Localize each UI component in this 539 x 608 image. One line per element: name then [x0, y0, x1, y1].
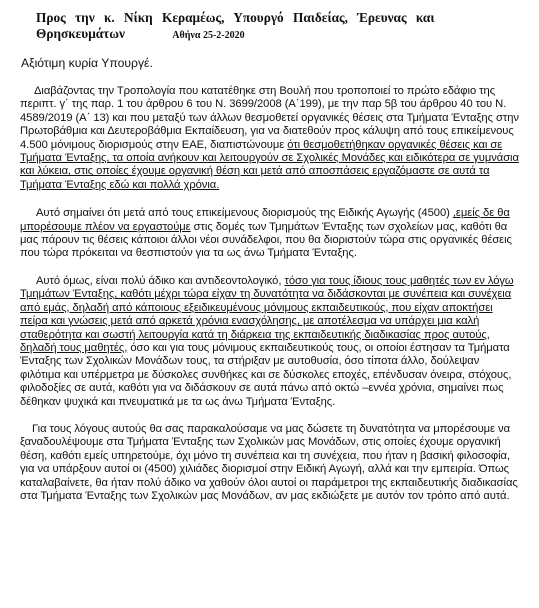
- p3-text-a: Αυτό όμως, είναι πολύ άδικο και αντιδεοντολογικό,: [36, 274, 285, 287]
- p2-text-b: στις δομές των Τμημάτων Ένταξης των σχολείων μας, καθότι θα μας πάρουν τις θέσεις κάποιοι άλλοι νέοι συνάδελφοι, που θα διοριστούν τώρα στις οργανικές θέσεις που τώρα πρόκειται να θεσπιστούν για τα ως άνω Τμήματα Ένταξης.: [20, 220, 512, 260]
- p1-text: Διαβάζοντας την Τροπολογία που κατατέθηκε στη Βουλή που τροποποιεί το πρώτο εδάφιο της περιπτ. γ΄ της παρ. 1 του άρθρου 6 του Ν. 3699/2008 (Α΄199), με την παρ 5β του άρθρου 40 του Ν. 4589/2019 (Α΄ 13) και που μεταξύ των άλλων θεσμοθετεί οργανικές θέσεις στα Τμήματα Ένταξης στην Πρωτοβάθμια και Δευτεροβάθμια Εκπαίδευση, για να διατεθούν προς κάλυψη από τους επικείμενους 4.500 μόνιμους διορισμούς στην ΕΑΕ, διαπιστώνουμε: [20, 85, 519, 151]
- p2-underlined: ,εμείς δε θα μπορέσουμε πλέον να εργαστούμε: [20, 207, 510, 233]
- p2-text-a: Αυτό σημαίνει ότι μετά από τους επικείμενους διορισμούς της Ειδικής Αγωγής (4500): [36, 207, 453, 220]
- paragraph-4: [14, 423, 525, 503]
- paragraph-3: [14, 275, 525, 409]
- recipient-text-2: Θρησκευμάτων: [36, 26, 125, 41]
- recipient-line-2: [14, 26, 525, 44]
- p4-text: Για τους λόγους αυτούς θα σας παρακαλούσαμε να μας δώσετε τη δυνατότητα να μπορέσουμε να ξαναδουλέψουμε στα Τμήματα Ένταξης των Σχολικών μας Μονάδων, στις οποίες έχουμε οργανική θέση, καθότι εμείς υπηρετούμε, όχι μόνο τη συνέπεια και τη συνέχεια, που ήταν η βασική φιλοσοφία, για να υπάρξουν αυτοί οι (4500) χιλιάδες διορισμοί στην Ειδική Αγωγή, αλλά και την εμπειρία. Όπως καταλαβαίνετε, θα ήταν πολύ άδικο να χαθούν όλοι αυτοί οι παράμετροι της εκπαιδευτικής διαδικασίας στα Τμήματα Ένταξης των Σχολικών μας Μονάδων, αν μας εκδιώξετε με αυτόν τον τρόπο από αυτά.: [20, 422, 518, 502]
- paragraph-1: [14, 85, 525, 192]
- salutation: Αξιότιμη κυρία Υπουργέ.: [21, 56, 153, 70]
- p3-underlined: τόσο για τους ίδιους τους μαθητές των εν λόγω Τμημάτων Ένταξης, καθότι μέχρι τώρα είχαν τη δυνατότητα να διδάσκονται με συνέπεια και συνέχεια από εμάς, δηλαδή από κάποιους εξειδικευμένους μόνιμους εκπαιδευτικούς, που είχαν αποκτήσει πείρα και γνώσεις μετά από αρκετά χρόνια ενασχόλησης, με αποτέλεσμα να υπάρχει μια καλή σταθερότητα και σωστή λειτουργία κατά τη διάρκεια της εκπαιδευτικής διαδικασίας προς αυτούς, δηλαδή τους μαθητές,: [20, 274, 514, 354]
- p1-underlined: ότι θεσμοθετήθηκαν οργανικές θέσεις και σε Τμήματα Ένταξης, τα οποία ανήκουν και λειτουργούν σε Σχολικές Μονάδες και ειδικότερα σε γυμνάσια και λύκεια, στις οποίες έχουμε οργανική θέση και μετά από αποσπάσεις εργαζόμαστε σε αυτά τα Τμήματα Ένταξης εδώ και πολλά χρόνια.: [20, 138, 519, 191]
- p3-text-b: όσο και για τους μόνιμους εκπαιδευτικούς τους, οι οποίοι έστησαν τα Τμήματα Ένταξης των Σχολικών Μονάδων τους, τα στήριξαν με αυτοθυσία, όσο τίποτα άλλο, δούλεψαν φιλότιμα και υπέρμετρα με δύσκολες συνθήκες και σε δύσκολες εποχές, επένδυσαν όνειρα, στόχους, φιλοδοξίες σε αυτά, καθότι για να διδάσκουν σε αυτά πάνω από οκτώ –εννέα χρόνια, σημαίνει πως δέθηκαν ψυχικά και πνευματικά με τα ως άνω Τμήματα Ένταξης.: [20, 341, 512, 408]
- recipient-line: [14, 10, 525, 26]
- recipient-text-1: Προς την κ. Νίκη Κεραμέως, Υπουργό Παιδείας, Έρευνας και: [36, 10, 435, 25]
- letter-date: Αθήνα 25-2-2020: [172, 30, 245, 41]
- paragraph-2: [14, 207, 525, 261]
